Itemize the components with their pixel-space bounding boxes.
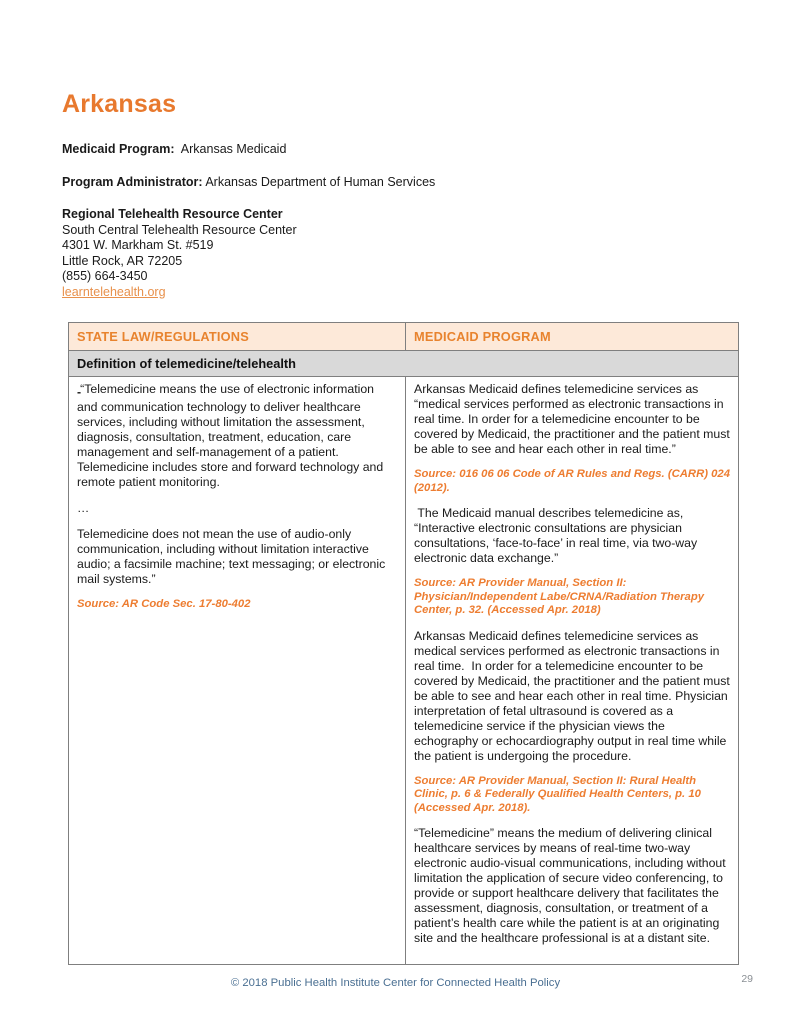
state-law-ellipsis: …: [77, 501, 90, 515]
medicaid-program-line: [62, 142, 435, 158]
medicaid-source-citation-3: Source: AR Provider Manual, Section II: Rural Health Clinic, p. 6 & Federally Qualified Health Centers, p. 10 (Accessed Apr. 2018).: [414, 774, 705, 814]
stray-mark: -: [77, 385, 81, 399]
page-title: Arkansas: [62, 90, 177, 118]
medicaid-program-label: Medicaid Program:: [62, 142, 175, 156]
column-header-state-law: STATE LAW/REGULATIONS: [69, 323, 406, 351]
medicaid-paragraph-4: “Telemedicine” means the medium of delivering clinical healthcare services by means of real-time two-way electronic audio-visual communications, including without limitation the application of secure video conferencing, to provide or support healthcare delivery that facilitates the assessment, diagnosis, consultation, or treatment of a patient’s health care while the patient is at an originating site and the healthcare professional is at a distant site.: [414, 826, 730, 945]
state-law-cell: [69, 377, 406, 965]
state-law-paragraph-1: -“Telemedicine means the use of electronic information and communication technology to deliver healthcare services, including without limitation the assessment, diagnosis, consultation, treatment, education, care management and self-management of a patient. Telemedicine includes store and forward technology and remote patient monitoring.: [77, 382, 387, 489]
state-law-paragraph-2: Telemedicine does not mean the use of audio-only communication, including without limitation interactive audio; a facsimile machine; text messaging; or electronic mail systems.”: [77, 527, 389, 586]
table-body-row: [69, 377, 739, 965]
table-section-row: [69, 351, 739, 377]
comparison-table: [68, 322, 739, 965]
resource-center-phone: (855) 664-3450: [62, 269, 148, 283]
resource-center-city: Little Rock, AR 72205: [62, 253, 183, 268]
program-administrator-line: [62, 175, 435, 191]
program-administrator-value: Arkansas Department of Human Services: [202, 174, 436, 189]
state-law-source-citation: Source: AR Code Sec. 17-80-402: [77, 598, 251, 610]
medicaid-paragraph-2: The Medicaid manual describes telemedicine as, “Interactive electronic consultations are physician consultations, ‘face-to-face’ in real time, via two-way electronic data exchange.”: [414, 506, 701, 565]
resource-center-street: 4301 W. Markham St. #519: [62, 238, 214, 252]
table-header-row: [69, 323, 739, 351]
medicaid-program-value: Arkansas Medicaid: [174, 142, 287, 156]
medicaid-source-citation-1: Source: 016 06 06 Code of AR Rules and Regs. (CARR) 024 (2012).: [414, 468, 734, 494]
resource-center-block: [62, 207, 435, 300]
copyright-footer: © 2018 Public Health Institute Center for Connected Health Policy: [230, 977, 561, 989]
medicaid-paragraph-1: Arkansas Medicaid defines telemedicine services as “medical services performed as electronic transactions in real time. In order for a telemedicine encounter to be covered by Medicaid, the practitioner and the patient must be able to see and hear each other in real time.”: [414, 382, 734, 456]
column-header-medicaid-program: MEDICAID PROGRAM: [406, 323, 739, 351]
medicaid-program-cell: [406, 377, 739, 965]
header-info: [62, 142, 435, 300]
resource-center-website-link[interactable]: learntelehealth.org: [62, 284, 166, 299]
program-administrator-label: Program Administrator:: [62, 174, 203, 189]
medicaid-paragraph-3: Arkansas Medicaid defines telemedicine services as medical services performed as electronic transactions in real time. In order for a telemedicine encounter to be covered by Medicaid, the practitioner and the patient must be able to see and hear each other in real time. Physician interpretation of fetal ultrasound is covered as a telemedicine service if the physician views the echography or echocardiography output in real time while the patient is undergoing the procedure.: [414, 628, 734, 763]
resource-center-name: South Central Telehealth Resource Center: [62, 222, 297, 237]
section-title-definition: Definition of telemedicine/telehealth: [69, 351, 739, 377]
page-number: 29: [741, 973, 753, 985]
medicaid-source-citation-2: Source: AR Provider Manual, Section II: Physician/Independent Labe/CRNA/Radiation Therapy Center, p. 32. (Accessed Apr. 2018): [414, 577, 708, 616]
resource-center-heading: Regional Telehealth Resource Center: [62, 207, 283, 221]
